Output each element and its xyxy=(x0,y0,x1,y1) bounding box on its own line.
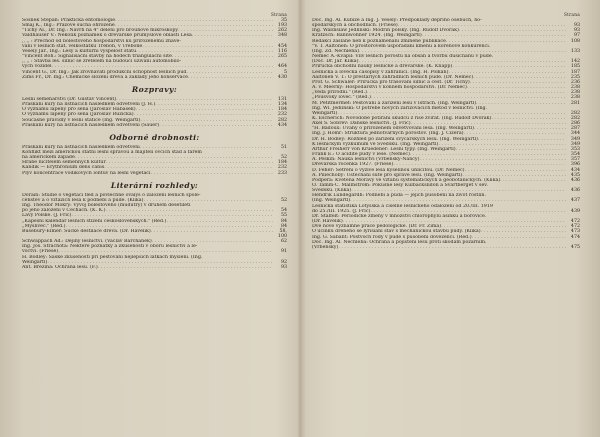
toc-entry-page: 282 xyxy=(570,110,580,116)
toc-entry-title: „Věda přírodní." (Red.) . . . xyxy=(312,90,566,95)
toc-entry-page: 238 xyxy=(570,85,580,91)
toc-entry-title: O významu lapeny pro sena (Jaroslav Růžička) . . . xyxy=(22,112,273,117)
toc-entry-title: Ing. G. Sabant: Postvoch rody v půdě s působení dovezenci. (Red.) . . . xyxy=(312,235,566,240)
toc-entry-title: Praskání kůry na listnáčích následkem odvětvení (J. H.) . . . xyxy=(22,102,273,107)
toc-entry-title: Weingartl) . . . xyxy=(22,260,273,265)
toc-entry-page: 134 xyxy=(277,102,287,108)
toc-entry-title: (Ing. Weingartl) . . . xyxy=(312,198,566,203)
toc-entry-title: A. Peskin: Nauka lesnictví (Vrbenský-Nancy) . . . xyxy=(312,157,566,162)
toc-entry-page: 116 xyxy=(277,48,287,54)
toc-entry-page: 236 xyxy=(570,79,580,85)
toc-entry-page: 286 xyxy=(570,121,580,127)
toc-entry-title: Vincent G., Dr. Ing.: Jak zrovnávati produkční schopnost lesních půd . . . xyxy=(22,70,273,75)
toc-entry-title: Lavy Polské. (J. Frič) . . . xyxy=(22,213,273,218)
toc-entry-page: 464 xyxy=(277,64,287,70)
toc-entry-page: 233 xyxy=(277,170,287,176)
toc-entry-page: 92 xyxy=(280,259,287,265)
toc-entry-page: 475 xyxy=(570,244,580,250)
toc-entry-title: Podpěra: Květena Moravy ve vztahu systematických a geobotanických. (Klika) . . . xyxy=(312,178,566,183)
toc-entry xyxy=(22,123,287,128)
toc-entry-page: 142 xyxy=(570,59,580,65)
toc-entry-title: Plyv koncentrace vodíkových iontuv na lesní vegetaci . . . xyxy=(22,171,273,176)
page-column-header: Strana xyxy=(563,12,580,17)
toc-entry-page: 396 xyxy=(570,162,580,168)
section-heading: Odborné drobnosti: xyxy=(109,132,200,142)
toc-entry xyxy=(312,245,580,250)
toc-entry-page: 436 xyxy=(570,188,580,194)
toc-entry-title: Aaltonen V. T.: O přestárlých zahradních lesních půdě. (Dr. Němec) . . . xyxy=(312,75,566,80)
toc-entry-page: 187 xyxy=(570,69,580,75)
toc-entry-title: O významu lapeny pro sena (Jaroslav Habásek) . . . xyxy=(22,107,273,112)
toc-entry-title: Arthur Freiherr von Kruedener: Lesní typy. (Ing. Weingartl) . . . xyxy=(312,147,566,152)
toc-entry-page: 436 xyxy=(570,177,580,183)
toc-entry-page: 454 xyxy=(277,43,287,49)
toc-entry-page: 184 xyxy=(277,160,287,166)
toc-entry-title: Konflikt mezi americkou státní lesní správou a majiteli ovčích stád a farem xyxy=(22,149,202,155)
toc-entry-page: 265 xyxy=(277,54,287,60)
toc-entry-title: čenstev a o vztazích lesa k podnebí a půdě. (Klika) . . . xyxy=(22,198,273,203)
toc-entry-title: Šmaj K., Ing.: Prázové sucha ohrožené . . . xyxy=(22,23,273,28)
toc-entry-page: 473 xyxy=(570,229,580,235)
toc-entry-title: Axel S. Sobrev: Dánské lesnictví. (J. Frič) . . . xyxy=(312,121,566,126)
toc-entry-page: 437 xyxy=(570,198,580,204)
toc-entry-title: "H. Badoux: Úvahy o přírozeném odvětvování lesa. (Ing. Weingartl) . . . xyxy=(312,126,566,131)
toc-entry-page: 353 xyxy=(570,146,580,152)
toc-entry-page: 97 xyxy=(573,33,580,39)
toc-entry-title: Busebury-Elmer: Sucké destilace dřeva. (Dr. Havelík) . . . xyxy=(22,229,273,234)
toc-entry-page: 93 xyxy=(573,28,580,34)
toc-entry-page: 108 xyxy=(570,38,580,44)
toc-entry-page: 133 xyxy=(570,48,580,54)
section-heading: Rozpravy: xyxy=(131,84,178,94)
toc-entry-page: 262 xyxy=(277,28,287,34)
toc-entry-page: 55 xyxy=(280,213,287,219)
toc-entry-title: Němec A.-Kvapil: Vliv lesních porostů na obsah a tvorbu dusičnanů v půdě. xyxy=(312,54,494,60)
toc-entry-title: po jeho založení v Čechách. (K. K.) . . . xyxy=(22,208,273,213)
right-column xyxy=(312,12,580,250)
toc-entry-title: Lesnická a lovecká časopisy v zahraničí. (Ing. H. Polkán) . . . xyxy=(312,70,566,75)
toc-entry-title: Redakcí zaslané neb k poznamenání zmíněné publikace . . . xyxy=(312,39,566,44)
toc-entry-title: „Kapesní kalendář lesních stížení československých." (Red.) . . . xyxy=(22,219,273,224)
toc-entry-page: 357 xyxy=(570,157,580,163)
toc-entry-page: 84 xyxy=(280,223,287,229)
toc-entry-page: 52 xyxy=(280,155,287,161)
toc-entry-title: (Ing. Zd. Nechleba) . . . xyxy=(312,49,566,54)
toc-entry-page: 282 xyxy=(277,117,287,123)
toc-entry-title: Ing. J. Homr: Struktura jednotvárných porostov. (Ing. J. Čížera) . . . xyxy=(312,131,566,136)
toc-entry-title: vání v lesních stát. velkostatku Třeboň, v Třeboně . . . xyxy=(22,44,273,49)
toc-entry-title: Příručka obchodní nauky lesnické a dřevařské. (K. Knapp) . . . xyxy=(312,64,566,69)
toc-entry-page: 93 xyxy=(280,264,287,270)
toc-entry-title: Současné pravidly v lesní statice (Ing. Weingartl) . . . xyxy=(22,118,273,123)
toc-entry-title: ,, ,, : Přechod od bolesťového hospodářství ku přirozenému znávě- xyxy=(22,38,181,44)
toc-entry-title: „Myslivec." (Red.) . . . xyxy=(22,224,273,229)
toc-entry-title: Dr. Stälfelt: Periodické změny v množství chlorophylu asinku a borovice. xyxy=(312,213,487,219)
toc-entry-page: 51 xyxy=(280,144,287,150)
toc-entry-title: Frank E.: O acidité půdy v lese. (Němec) . . . xyxy=(312,152,566,157)
toc-entry-page: 287 xyxy=(570,126,580,132)
toc-entry-title: Dřevařská ročenka 1927. (Friese) . . . xyxy=(312,162,566,167)
left-top-entries xyxy=(22,18,287,80)
toc-entry-title: Zims Fr., Dr. Ing.: Chemické složení dřeva a základy jeho konservace . . . xyxy=(22,75,273,80)
toc-entry-title: Kandík — Erythronium dens canis . . . xyxy=(22,165,273,170)
toc-entry-title: A. v. Meerny: Hospodářství v konném hospodářství. (Dr. Němec) . . . xyxy=(312,85,566,90)
toc-entry-page: 238 xyxy=(570,90,580,96)
toc-entry-page: 472 xyxy=(570,224,580,230)
toc-entry xyxy=(22,229,287,239)
left-column xyxy=(22,12,287,270)
toc-entry-page: 232 xyxy=(277,165,287,171)
toc-entry-page: 435 xyxy=(570,172,580,178)
toc-entry-title: spodářských a obchodních. (Friese) . . . xyxy=(312,23,566,28)
toc-entry-page: 84 xyxy=(280,218,287,224)
toc-entry-title: Doc. Ing. Al. Kubiže a Ing. J. Veselý: Předpoklády depřiho osebuch, ho- xyxy=(312,18,482,23)
toc-entry-title: Ing. Wl. Jedlinski: O potřebě nových zařízovacích metod v lesnictví. (Ing. xyxy=(312,105,488,111)
toc-entry-title: Praskání kůry na listnáčích následkem odvětvení (Šauer) . . . xyxy=(22,123,273,128)
toc-entry-title: Ant. Brezina: Ochrana lesů. (F.) . . . xyxy=(22,265,273,270)
toc-entry-page: 472 xyxy=(570,219,580,225)
toc-entry-title: Dr. H. Bodley: Rozhled po zařízení švýcarských lesů. (Ing. Weingartl) . . . xyxy=(312,137,566,142)
toc-entry-page: 349 xyxy=(570,141,580,147)
toc-entry-page: 232 xyxy=(277,112,287,118)
toc-entry-page: 5 xyxy=(283,69,287,75)
section-heading: Literární rozhledy: xyxy=(110,180,199,190)
toc-entry-title: Lesní semenářství (Dr. Gustav Vincent) . . . xyxy=(22,97,273,102)
toc-entry-page: 35 xyxy=(280,18,287,23)
toc-entry-page: 282 xyxy=(570,115,580,121)
toc-entry-page: 185 xyxy=(570,64,580,70)
toc-entry-title: "V. T. Aaltonen: O prostorovém uspořádání kmenů a kořenové konkurenci. xyxy=(312,43,491,49)
toc-entry-page: 238 xyxy=(570,95,580,101)
toc-entry-title: Doc. Ing. Al. Nechleba: Ochrana a pojištění lesů proti škodám požárním. xyxy=(312,239,487,245)
toc-entry-title: Dorain: Studie o vegetaci fled a povlechně ovalys o založení lesních spole- xyxy=(22,192,201,198)
toc-entry-page: 58, 100 xyxy=(277,228,287,239)
toc-entry-title: Kratzsch: Bannwöhner 1924. (Ing. Weingartl) . . . xyxy=(312,33,566,38)
page-column-header: Strana xyxy=(270,12,287,17)
toc-entry-title: „Pousvoký lovec." (Red.) . . . xyxy=(312,95,566,100)
toc-entry-title: Hrabě ničitelem semenných kultur . . . xyxy=(22,160,273,165)
toc-entry-title: (Vrbenský) . . . xyxy=(312,245,566,250)
toc-entry-title: Švédsku. (Klika) . . . xyxy=(312,188,566,193)
toc-entry-title: A. Piliechoby: Uštěchaní suté pro správe lesů. (Ing. Weingartl) . . . xyxy=(312,173,566,178)
toc-entry-title: Lesnická statistika Lotyšska a číselné lesnického odáložení od 20./III. 1919 xyxy=(312,203,493,209)
toc-entry-page: 193 xyxy=(277,23,287,29)
toc-entry-page: 434 xyxy=(570,167,580,173)
toc-entry-title: voctví. (Friese) . . . xyxy=(22,249,273,254)
toc-entry-title: Hendrik Lundegårdh: Podnebí a půda — jejich působení na život rostlin. xyxy=(312,193,486,199)
toc-entry-title: Valdhauser V.: Několik poznámek o dřevařské průmyslové oblasti Lesa . . . xyxy=(22,33,273,38)
toc-entry xyxy=(22,171,287,176)
toc-entry-page: 430 xyxy=(277,74,287,80)
right-entries xyxy=(312,18,580,250)
toc-entry-page: 349 xyxy=(570,136,580,142)
toc-entry-page: 235 xyxy=(570,74,580,80)
toc-entry-title: Ing. Waldislaw Jedlinski: Modřín polský. (Ing. Rudolf Dvořák) . . . xyxy=(312,28,566,33)
toc-entry-title: (Doc. Dr. Jar. Klika) . . . xyxy=(312,59,566,64)
right-page xyxy=(302,0,600,437)
toc-entry-page: 354 xyxy=(570,152,580,158)
toc-entry-page: 93 xyxy=(573,23,580,29)
toc-entry-page: 52 xyxy=(280,197,287,203)
toc-entry-page: 131 xyxy=(277,96,287,102)
toc-entry-page: 434 xyxy=(277,122,287,128)
toc-entry-title: "Tichý Al., Dr. Ing.: Návrh na 4" dělení pro brouhové mikroskopy . . . xyxy=(22,28,273,33)
toc-entry-title: Sosnek Štěpán: Praktická entomologie . . . xyxy=(22,18,273,23)
toc-entry-title: Ing. Theodor Mokrý: Vývoj bolesťového (mudutry) v druhém desetiletí xyxy=(22,203,191,209)
toc-entry-page: 281 xyxy=(570,100,580,106)
toc-entry-page: 439 xyxy=(570,208,580,214)
toc-entry-page: 184 xyxy=(277,107,287,113)
toc-entry-title: vých vozidel . . . xyxy=(22,64,273,69)
toc-entry-title: D. Feher: Šetření o výživě lesa kyselinou uhličitou. (Dr. Němec) . . . xyxy=(312,168,566,173)
toc-entry-title: O účinku dřeného se lyrisiání stav s mechanickou stavbu půdy. (Klika) . . . xyxy=(312,229,566,234)
toc-entry-title: Dvě nové významné práce pedologické. (Dr. Fr. Zima) . . . xyxy=(312,224,566,229)
toc-entry-title: K. Escherich: Novodobé potírání škůdců z říše zvířat. (Ing. Rudolf Dvořák) . . . xyxy=(312,116,566,121)
toc-entry-title: Prof. G. Schwaler: Příručka pro trasování silnic a cest. (Dr. Tichý) . . . xyxy=(312,80,566,85)
toc-entry-page: 344 xyxy=(570,131,580,137)
toc-entry-page: 62 xyxy=(280,239,287,245)
toc-entry-title: ,, ,, : Stavba les. silnic se zřetelem na budoucí užívání automobilo- xyxy=(22,59,182,65)
toc-entry-title: H. Bodley: Saské zkušenosti při pěstování nejlepších látkách myšlení. (Ing. xyxy=(22,254,203,260)
toc-entry-title: Veselý Jar., Ing.: Lesy a kulturní vyspělost státu . . . xyxy=(22,49,273,54)
toc-entry-title: do 25./III. 1925. (J. Frič) . . . xyxy=(312,209,566,214)
toc-entry-page: 91 xyxy=(280,249,287,255)
toc-entry-page: 54 xyxy=(280,208,287,214)
toc-entry xyxy=(22,75,287,80)
toc-entry-title: (Dr. Havelík) . . . xyxy=(312,219,566,224)
toc-entry-title: "Vincent Boh.: Signalisační stavby na hodech triangulační sítě . . . xyxy=(22,54,273,59)
toc-entry-page: 348 xyxy=(277,33,287,39)
toc-entry-page: 474 xyxy=(570,234,580,240)
toc-entry-title: O. Tamm-C. Malmström: Pokusné lesy Kulbäckslidon a Svartberget v sev. xyxy=(312,183,488,188)
toc-entry-title: Ing. Jos. Strachota: Některé poznatky a zkušenosti v oboru lesnictví a le- xyxy=(22,244,198,250)
toc-entry-title: Schwappach Ad.: Dějiny lesnictví. (Václav Barchánek) . . . xyxy=(22,239,273,244)
toc-entry-title: M. Petitmermet: Pěstování a zařízení lesů v Istrach. (Ing. Weingartl) . . . xyxy=(312,101,566,106)
toc-entry-title: K lesnickým výzkumům ve Švédsku. (Ing. Weingartl) . . . xyxy=(312,142,566,147)
left-sections xyxy=(22,85,287,270)
toc-entry xyxy=(22,265,287,270)
toc-entry-title: na americkém západě . . . xyxy=(22,155,273,160)
toc-entry-title: Praskání kůry na listnáčích následkem odvětvení . . . xyxy=(22,145,273,150)
toc-entry-title: Weingartl) . . . xyxy=(312,111,566,116)
